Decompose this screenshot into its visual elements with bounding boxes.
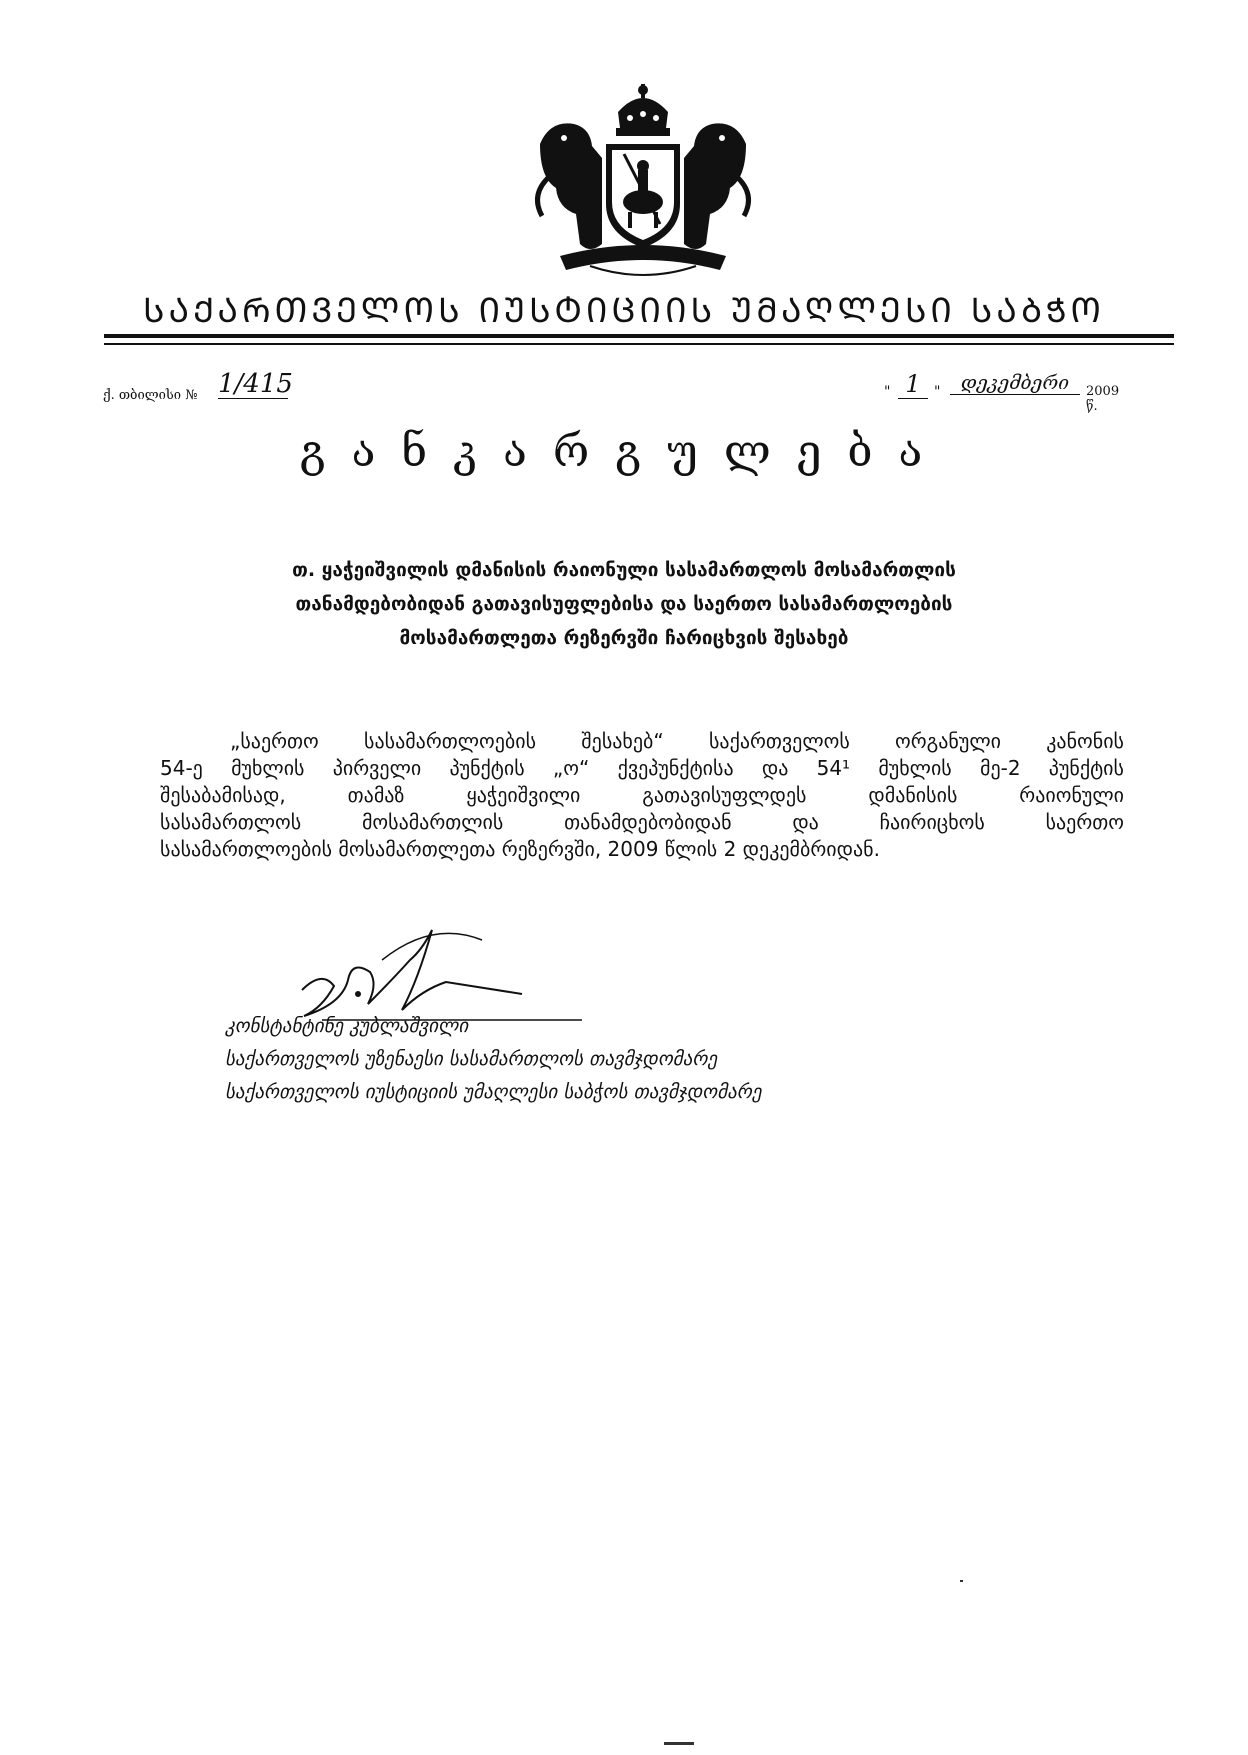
- organization-name: ᲡᲐᲥᲐᲠᲗᲕᲔᲚᲝᲡ ᲘᲣᲡᲢᲘᲪᲘᲘᲡ ᲣᲛᲐᲦᲚᲔᲡᲘ ᲡᲐᲑᲭᲝ: [143, 291, 1105, 331]
- body-line: 54-ე მუხლის პირველი პუნქტის „ო“ ქვეპუნქტისა და 54¹ მუხლის მე-2 პუნქტის: [160, 756, 1124, 780]
- header-rule-thin: [104, 343, 1174, 345]
- subject-line: თანამდებობიდან გათავისუფლებისა და საერთო სასამართლოების: [295, 593, 953, 615]
- date-year: 2009 წ.: [1086, 384, 1120, 414]
- signatory-name: კონსტანტინე კუბლაშვილი: [225, 1015, 469, 1037]
- body-line: „საერთო სასამართლოების შესახებ“ საქართველოს ორგანული კანონის: [230, 729, 1124, 753]
- document-body: [160, 728, 1124, 863]
- signatory-position: საქართველოს იუსტიციის უმაღლესი საბჭოს თავმჯდომარე: [225, 1081, 762, 1103]
- subject-line: თ. ყაჭეიშვილის დმანისის რაიონული სასამართლოს მოსამართლის: [292, 559, 956, 581]
- scan-speck: [960, 1580, 963, 1582]
- date-open-quote: ": [884, 384, 891, 400]
- coat-of-arms-emblem: [520, 84, 766, 284]
- body-line: სასამართლოს მოსამართლის თანამდებობიდან და ჩაირიცხოს საერთო: [160, 810, 1124, 834]
- document-number-label: ქ. თბილისი №: [103, 388, 198, 403]
- signatory-block: [225, 1010, 762, 1109]
- header-rule-thick: [104, 334, 1174, 338]
- document-number: 1/415: [218, 369, 293, 399]
- body-line: სასამართლოების მოსამართლეთა რეზერვში, 2009 წლის 2 დეკემბრიდან.: [160, 837, 880, 861]
- body-line: შესაბამისად, თამაზ ყაჭეიშვილი გათავისუფლდეს დმანისის რაიონული: [160, 783, 1124, 807]
- date-day: 1: [898, 370, 928, 399]
- signatory-position: საქართველოს უზენაესი სასამართლოს თავმჯდომარე: [225, 1048, 718, 1070]
- date-month: დეკემბერი: [950, 372, 1080, 395]
- subject-line: მოსამართლეთა რეზერვში ჩარიცხვის შესახებ: [399, 627, 849, 649]
- date-close-quote: ": [934, 384, 941, 400]
- document-title: განკარგულება: [299, 426, 949, 477]
- document-subject: [204, 553, 1044, 655]
- page-footer-mark: [664, 1742, 694, 1745]
